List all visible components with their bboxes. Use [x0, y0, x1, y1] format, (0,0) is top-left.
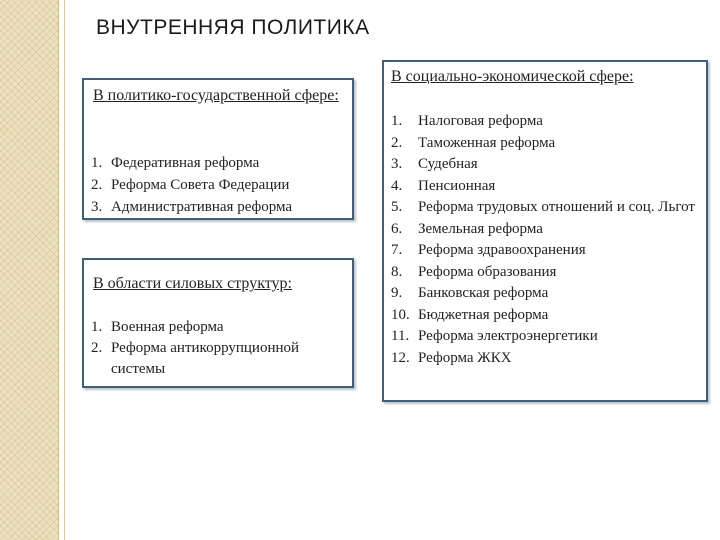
- item-text: Военная реформа: [111, 319, 224, 335]
- item-number: 7.: [391, 242, 403, 258]
- list-item: [391, 283, 707, 305]
- item-number: 11.: [391, 328, 410, 344]
- item-number: 3.: [391, 156, 403, 172]
- item-number: 9.: [391, 285, 403, 301]
- list-item: [91, 174, 349, 196]
- item-text: Реформа образования: [418, 263, 557, 280]
- item-text: Федеративная реформа: [111, 155, 260, 171]
- political-reform-list: [91, 152, 349, 218]
- list-item: [91, 196, 349, 218]
- security-structures-box: [82, 258, 354, 388]
- decorative-side-strip: [0, 0, 59, 540]
- item-number: 3.: [91, 199, 103, 215]
- list-item: [391, 111, 707, 133]
- list-item: [91, 152, 349, 174]
- item-text: Бюджетная реформа: [418, 306, 549, 323]
- security-reform-list: [91, 317, 349, 380]
- item-text: Реформа Совета Федерации: [111, 177, 290, 193]
- socio-economic-heading: В социально-экономической сфере:: [391, 68, 634, 85]
- list-item: [91, 338, 349, 380]
- item-number: 12.: [391, 349, 410, 366]
- list-item: [391, 262, 707, 284]
- list-item: [391, 305, 707, 327]
- item-text: Банковская реформа: [418, 285, 549, 301]
- item-text: Земельная реформа: [418, 220, 543, 237]
- list-item: [391, 219, 707, 241]
- item-number: 6.: [391, 220, 403, 237]
- security-structures-heading: В области силовых структур:: [93, 275, 292, 292]
- item-text: Реформа ЖКХ: [418, 349, 512, 366]
- item-number: 1.: [91, 155, 103, 171]
- item-text: Судебная: [418, 156, 478, 172]
- socio-economic-box: [382, 60, 708, 402]
- item-text: Пенсионная: [418, 177, 496, 194]
- item-number: 8.: [391, 263, 403, 280]
- list-item: [391, 348, 707, 370]
- item-number: 2.: [91, 340, 103, 356]
- item-text: Реформа здравоохранения: [418, 242, 586, 258]
- list-item: [391, 133, 707, 155]
- list-item: [391, 326, 707, 348]
- socio-economic-reform-list: [391, 111, 707, 369]
- item-number: 1.: [391, 113, 403, 129]
- decorative-divider: [64, 0, 65, 540]
- list-item: [91, 317, 349, 338]
- page-title: ВНУТРЕННЯЯ ПОЛИТИКА: [96, 16, 370, 39]
- item-text: Таможенная реформа: [418, 134, 556, 151]
- item-text: Реформа электроэнергетики: [418, 328, 598, 344]
- item-text: Налоговая реформа: [418, 113, 543, 129]
- item-number: 10.: [391, 306, 410, 323]
- item-number: 2.: [91, 177, 103, 193]
- item-text: Административная реформа: [111, 199, 293, 215]
- political-sphere-heading: В политико-государственной сфере:: [93, 87, 339, 104]
- item-number: 4.: [391, 177, 403, 194]
- list-item: [391, 154, 707, 176]
- item-text: Реформа трудовых отношений и соц. Льгот: [418, 199, 695, 215]
- political-sphere-box: [82, 78, 354, 220]
- item-number: 1.: [91, 319, 103, 335]
- list-item: [391, 240, 707, 262]
- item-number: 2.: [391, 134, 403, 151]
- list-item: [391, 197, 707, 219]
- list-item: [391, 176, 707, 198]
- item-number: 5.: [391, 199, 403, 215]
- item-text: Реформа антикоррупционной системы: [111, 340, 300, 377]
